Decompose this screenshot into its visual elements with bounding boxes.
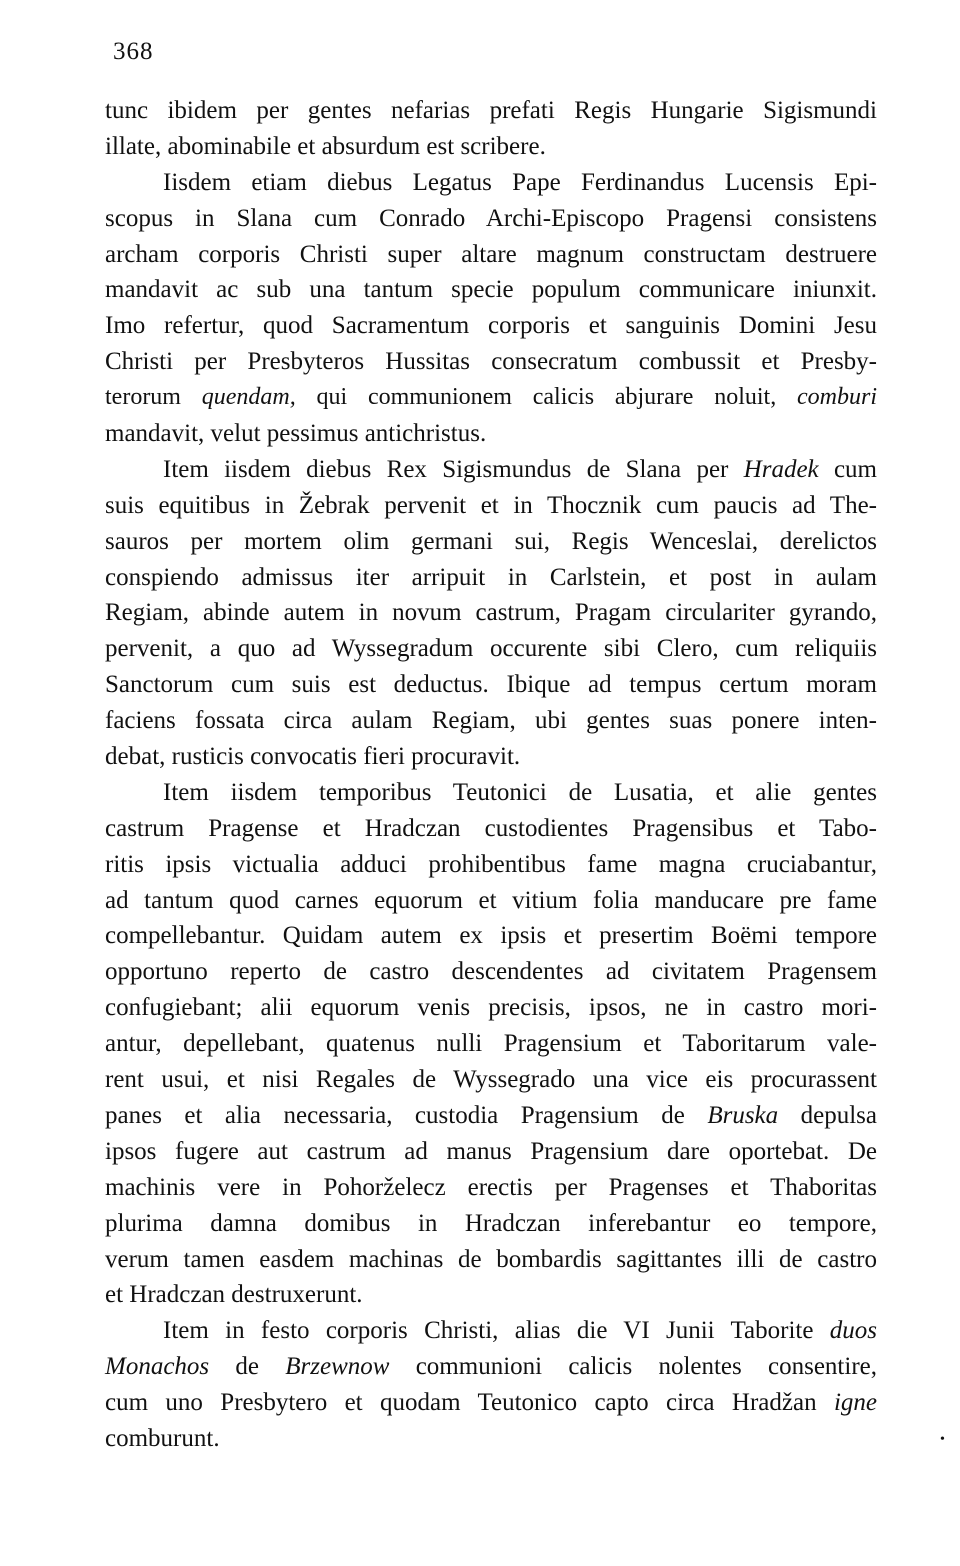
text-segment: opportuno reperto de castro descendentes ad civitatem Pragensem (105, 958, 877, 986)
text-segment: ipsos fugere aut castrum ad manus Pragensium dare oportebat. De (105, 1137, 877, 1165)
text-line (105, 237, 877, 273)
italic-text: duos (829, 1317, 877, 1345)
text-line (105, 847, 877, 883)
text-line (105, 1385, 877, 1421)
text-line (105, 344, 877, 380)
text-line (105, 452, 877, 488)
text-line (105, 954, 877, 990)
text-line (105, 416, 877, 452)
text-line (105, 1349, 877, 1385)
text-segment: Item in festo corporis Christi, alias die VI Junii Taborite (163, 1317, 830, 1345)
text-segment: panes et alia necessaria, custodia Pragensium de (105, 1101, 708, 1129)
text-segment: de (209, 1353, 286, 1381)
page-number: 368 (113, 38, 154, 65)
text-segment: antur, depellebant, quatenus nulli Pragensium et Taboritarum vale- (105, 1030, 877, 1058)
text-segment: Imo refertur, quod Sacramentum corporis et sanguinis Domini Jesu (105, 312, 877, 340)
text-segment: castrum Pragense et Hradczan custodientes Pragensibus et Tabo- (105, 814, 877, 842)
text-segment: Regiam, abinde autem in novum castrum, Pragam circulariter gyrando, (105, 599, 877, 627)
italic-text: comburi (797, 384, 877, 411)
text-segment: mandavit, velut pessimus antichristus. (105, 420, 487, 448)
margin-mark: • (940, 1432, 945, 1447)
text-segment: pervenit, a quo ad Wyssegradum occurente sibi Clero, cum reliquiis (105, 635, 877, 663)
text-segment: Item iisdem diebus Rex Sigismundus de Slana per (163, 455, 744, 483)
text-segment: archam corporis Christi super altare magnum constructam destruere (105, 240, 877, 268)
text-line (105, 560, 877, 596)
italic-text: quendam, (201, 384, 296, 411)
text-line (105, 667, 877, 703)
text-segment: Item iisdem temporibus Teutonici de Lusatia, et alie gentes (163, 778, 877, 806)
text-segment: depulsa (778, 1101, 877, 1129)
text-line (105, 201, 877, 237)
text-line (105, 1313, 877, 1349)
text-line (105, 380, 877, 416)
text-segment: ritis ipsis victualia adduci prohibentibus fame magna cruciabantur, (105, 850, 877, 878)
text-segment: ad tantum quod carnes equorum et vitium folia manducare pre fame (105, 886, 877, 914)
text-segment: qui communionem calicis abjurare noluit, (295, 384, 797, 411)
text-line (105, 1026, 877, 1062)
text-line (105, 524, 877, 560)
text-segment: Sanctorum cum suis est deductus. Ibique ad tempus certum moram (105, 671, 877, 699)
text-line (105, 93, 877, 129)
text-line (105, 488, 877, 524)
italic-text: Monachos (105, 1353, 210, 1381)
text-segment: tunc ibidem per gentes nefarias prefati Regis Hungarie Sigismundi (105, 97, 877, 124)
text-line (105, 990, 877, 1026)
italic-text: Hradek (743, 455, 819, 483)
text-line (105, 703, 877, 739)
text-segment: faciens fossata circa aulam Regiam, ubi gentes suas ponere inten- (105, 707, 877, 735)
text-segment: terorum (105, 384, 202, 411)
text-line (105, 631, 877, 667)
text-segment: et Hradczan destruxerunt. (105, 1281, 363, 1309)
text-line (105, 739, 877, 775)
text-line (105, 165, 877, 201)
text-line (105, 129, 877, 165)
text-line (105, 1277, 877, 1313)
text-line (105, 1098, 877, 1134)
text-segment: Christi per Presbyteros Hussitas consecratum combussit et Presby- (105, 348, 877, 376)
text-line (105, 1242, 877, 1278)
text-segment: conspiendo admissus iter arripuit in Carlstein, et post in aulam (105, 563, 877, 591)
italic-text: igne (833, 1389, 877, 1417)
text-segment: scopus in Slana cum Conrado Archi-Episcopo Pragensi consistens (105, 204, 877, 232)
text-segment: rent usui, et nisi Regales de Wyssegrado una vice eis procurassent (105, 1066, 877, 1094)
text-line (105, 775, 877, 811)
body-text (105, 93, 877, 1457)
text-segment: confugiebant; alii equorum venis precisis, ipsos, ne in castro mori- (105, 994, 877, 1022)
text-segment: cum uno Presbytero et quodam Teutonico capto circa Hradžan (105, 1389, 834, 1417)
text-line (105, 272, 877, 308)
text-segment: illate, abominabile et absurdum est scribere. (105, 132, 546, 160)
text-line (105, 308, 877, 344)
text-segment: mandavit ac sub una tantum specie populum communicare iniunxit. (105, 276, 877, 304)
text-segment: compellebantur. Quidam autem ex ipsis et presertim Boëmi tempore (105, 922, 877, 950)
text-segment: plurima damna domibus in Hradczan inferebantur eo tempore, (105, 1209, 877, 1237)
text-line (105, 811, 877, 847)
text-segment: sauros per mortem olim germani sui, Regis Wenceslai, derelictos (105, 527, 877, 555)
text-line (105, 595, 877, 631)
italic-text: Bruska (707, 1101, 779, 1129)
text-segment: Iisdem etiam diebus Legatus Pape Ferdinandus Lucensis Epi- (163, 168, 877, 196)
text-line (105, 1062, 877, 1098)
text-segment: cum (818, 455, 877, 483)
text-segment: verum tamen easdem machinas de bombardis sagittantes illi de castro (105, 1245, 877, 1273)
text-segment: debat, rusticis convocatis fieri procuravit. (105, 743, 521, 771)
text-line (105, 1206, 877, 1242)
text-segment: comburunt. (105, 1424, 220, 1452)
text-line (105, 883, 877, 919)
text-line (105, 1421, 877, 1457)
text-line (105, 1170, 877, 1206)
italic-text: Brzewnow (285, 1353, 390, 1381)
text-segment: communioni calicis nolentes consentire, (389, 1353, 877, 1381)
text-segment: suis equitibus in Žebrak pervenit et in Thocznik cum paucis ad The- (105, 491, 877, 519)
text-segment: machinis vere in Pohorželecz erectis per Pragenses et Thaboritas (105, 1173, 877, 1201)
text-line (105, 1134, 877, 1170)
text-line (105, 918, 877, 954)
